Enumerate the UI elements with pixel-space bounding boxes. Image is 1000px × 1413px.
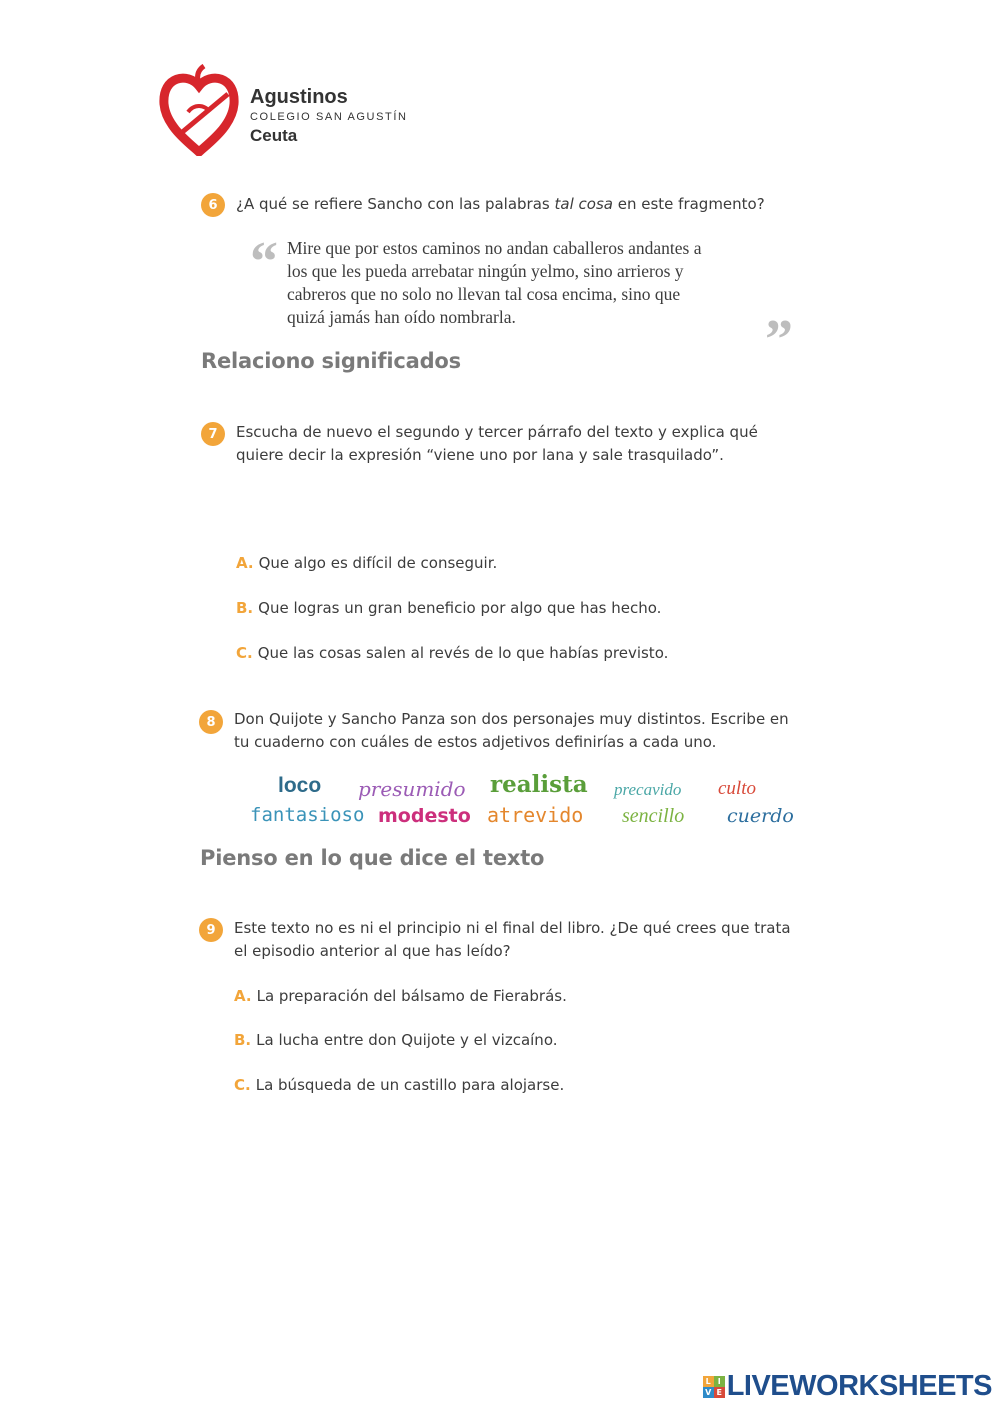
quote-block	[287, 237, 702, 329]
quote-line: los que les pueda arrebatar ningún yelmo, sino arrieros y	[287, 261, 684, 281]
question-6-text-b: en este fragmento?	[612, 195, 765, 213]
option-text: La preparación del bálsamo de Fierabrás.	[256, 987, 567, 1005]
option-text: Que logras un gran beneficio por algo que has hecho.	[258, 599, 662, 617]
adjective-presumido: presumido	[358, 777, 466, 801]
badge-letter: L	[703, 1376, 714, 1387]
question-6-text-a: ¿A qué se refiere Sancho con las palabras	[236, 195, 555, 213]
badge-letter: V	[703, 1387, 714, 1398]
adjective-precavido: precavido	[614, 780, 682, 799]
school-logo-icon	[158, 64, 240, 156]
option-letter: A.	[234, 987, 252, 1005]
option-letter: C.	[236, 644, 253, 662]
section-title-relaciono: Relaciono significados	[201, 349, 461, 373]
quote-line: cabreros que no solo no llevan tal cosa encima, sino que	[287, 284, 681, 304]
question-7-option-c[interactable]	[236, 643, 668, 663]
quote-line: quizá jamás han oído nombrarla.	[287, 307, 516, 327]
question-9-line: el episodio anterior al que has leído?	[234, 942, 511, 960]
brand-name: Agustinos	[250, 86, 348, 108]
section-title-pienso: Pienso en lo que dice el texto	[200, 846, 545, 870]
question-7-text	[236, 421, 758, 467]
liveworksheets-badge-icon	[703, 1376, 725, 1398]
question-8-text	[234, 708, 789, 754]
option-text: La búsqueda de un castillo para alojarse.	[255, 1076, 565, 1094]
option-text: La lucha entre don Quijote y el vizcaíno.	[256, 1031, 558, 1049]
quote-line: Mire que por estos caminos no andan caballeros andantes a	[287, 238, 702, 258]
question-7-option-b[interactable]	[236, 598, 661, 618]
adjective-fantasioso: fantasioso	[250, 804, 365, 826]
question-8-line: tu cuaderno con cuáles de estos adjetivos definirías a cada uno.	[234, 733, 717, 751]
question-6-number: 6	[201, 193, 225, 217]
question-9-number: 9	[199, 918, 223, 942]
option-letter: C.	[234, 1076, 251, 1094]
open-quote-icon: “	[250, 231, 278, 293]
adjective-sencillo: sencillo	[622, 805, 685, 827]
option-letter: A.	[236, 554, 254, 572]
badge-letter: E	[714, 1387, 725, 1398]
question-7-number: 7	[201, 422, 225, 446]
brand-city: Ceuta	[250, 126, 298, 145]
question-9-option-b[interactable]	[234, 1030, 558, 1050]
question-7-line: Escucha de nuevo el segundo y tercer párrafo del texto y explica qué	[236, 423, 758, 441]
option-text: Que algo es difícil de conseguir.	[258, 554, 498, 572]
adjective-realista: realista	[490, 771, 588, 798]
adjective-loco: loco	[278, 774, 322, 797]
option-letter: B.	[236, 599, 254, 617]
brand-subtitle: COLEGIO SAN AGUSTÍN	[250, 111, 408, 123]
question-7-option-a[interactable]	[236, 553, 497, 573]
question-9-text	[234, 917, 791, 963]
question-7-line: quiere decir la expresión “viene uno por lana y sale trasquilado”.	[236, 446, 724, 464]
question-9-option-a[interactable]	[234, 986, 567, 1006]
question-8-line: Don Quijote y Sancho Panza son dos personajes muy distintos. Escribe en	[234, 710, 789, 728]
question-6-emphasis: tal cosa	[554, 195, 613, 213]
badge-letter: I	[714, 1376, 725, 1387]
liveworksheets-logo[interactable]	[703, 1370, 992, 1403]
close-quote-icon: ”	[765, 309, 793, 371]
question-9-line: Este texto no es ni el principio ni el final del libro. ¿De qué crees que trata	[234, 919, 791, 937]
adjective-modesto: modesto	[378, 805, 471, 827]
question-9-option-c[interactable]	[234, 1075, 564, 1095]
school-brand	[250, 86, 408, 146]
option-text: Que las cosas salen al revés de lo que habías previsto.	[257, 644, 669, 662]
option-letter: B.	[234, 1031, 252, 1049]
question-6-text	[236, 193, 765, 216]
liveworksheets-wordmark: LIVEWORKSHEETS	[726, 1370, 992, 1402]
adjective-atrevido: atrevido	[487, 803, 584, 827]
question-8-number: 8	[199, 710, 223, 734]
adjective-culto: culto	[718, 778, 756, 799]
adjective-cuerdo: cuerdo	[727, 805, 794, 827]
